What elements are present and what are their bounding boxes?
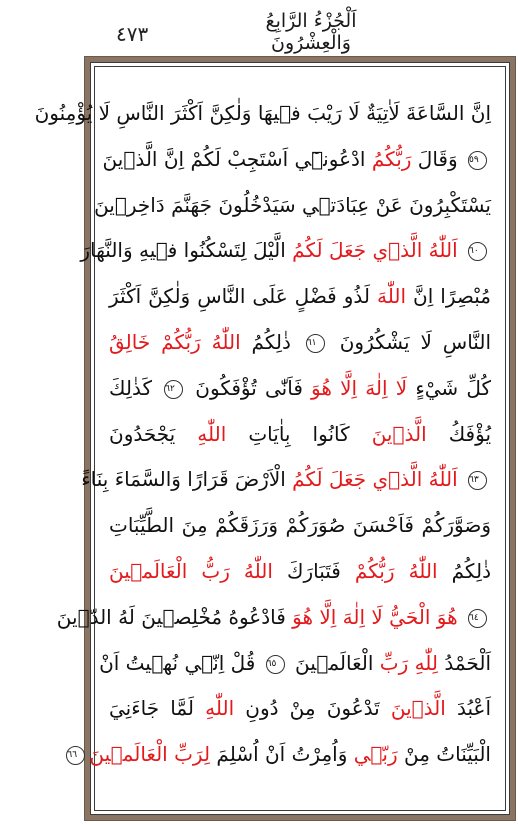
verse-text: ذٰلِكُمُ	[437, 558, 491, 583]
verse-text: الَّيْلَ لِتَسْكُنُوا فٖيهِ وَالنَّهَارَ	[80, 238, 293, 263]
divine-name-text: اللّٰهِ	[205, 696, 235, 721]
verse-text: اِنَّ السَّاعَةَ لَاٰتِيَةٌ لَا رَيْبَ فٖيهَا وَلٰكِنَّ اَكْثَرَ النَّاسِ لَا يُؤْمِنُونَ	[34, 101, 491, 125]
text-line	[34, 91, 491, 137]
text-line	[102, 137, 491, 183]
text-line	[109, 503, 491, 549]
text-line	[109, 549, 491, 595]
ayah-marker: ٦٢	[164, 380, 183, 399]
text-line	[109, 686, 491, 732]
ayah-marker: ٥٩	[468, 151, 487, 170]
ayah-marker: ٦١	[306, 334, 325, 353]
verse-text: اَعْبُدَ	[445, 696, 492, 721]
divine-name-text: لِرَبِّ الْعَالَمٖينَ	[89, 742, 211, 767]
verse-text: ذٰلِكُمُ	[240, 329, 302, 354]
verse-text: وَقَالَ	[411, 146, 464, 171]
verse-text: لَمَّا جَاءَنِيَ	[109, 696, 206, 721]
text-line	[81, 457, 491, 503]
juz-title: اَلْجُزْءُ الرَّابِعُ وَالْعِشْرُونَ	[265, 10, 357, 54]
page-frame-inner	[34, 62, 510, 815]
verse-text: فَاَنّٰى تُؤْفَكُونَ	[187, 375, 312, 400]
divine-name-text: رَبُّكُمُ	[371, 146, 412, 171]
divine-name-text: الَّذٖينَ	[371, 421, 427, 446]
ayah-marker: ٦٤	[468, 609, 487, 628]
verse-text: قُلْ اِنّٖي نُهٖيتُ اَنْ	[99, 650, 262, 675]
quran-text-block	[34, 66, 506, 811]
ayah-marker: ٦٥	[266, 655, 285, 674]
verse-text: الْعَالَمٖينَ	[288, 650, 380, 675]
divine-name-text: لِلّٰهِ رَبِّ	[379, 650, 439, 675]
verse-text: الْبَيِّنَاتُ مِنْ	[397, 742, 491, 767]
divine-name-text: اللّٰهُ رَبُّ الْعَالَمٖينَ	[109, 558, 273, 583]
text-line	[94, 183, 491, 229]
text-line	[109, 366, 491, 412]
verse-text: لَذُو فَضْلٍ عَلَى النَّاسِ وَلٰكِنَّ اَكْثَرَ	[109, 284, 378, 309]
divine-name-text: اَللّٰهُ الَّذٖي جَعَلَ لَكُمُ	[292, 238, 464, 263]
text-line	[80, 228, 491, 274]
text-line	[109, 274, 491, 320]
verse-text: يُؤْفَكُ	[426, 421, 492, 446]
text-line	[67, 732, 491, 778]
ayah-marker: ٦٠	[468, 242, 487, 261]
text-line	[56, 595, 491, 641]
verse-text: تَدْعُونَ مِنْ دُونِ	[234, 696, 391, 721]
ayah-marker: ٦٦	[66, 746, 85, 765]
text-line	[109, 320, 491, 366]
verse-text: كُلِّ شَيْءٍ	[407, 375, 491, 400]
text-line	[99, 641, 491, 687]
verse-text: الْاَرْضَ قَرَارًا وَالسَّمَاءَ بِنَاءً	[81, 467, 293, 492]
verse-text: فَتَبَارَكَ	[272, 558, 355, 583]
divine-name-text: هُوَ الْحَيُّ لَا اِلٰهَ اِلَّا هُوَ	[292, 604, 464, 629]
verse-text: ادْعُونٖٓي اَسْتَجِبْ لَكُمْ اِنَّ الَّذٖينَ	[102, 146, 372, 171]
divine-name-text: اللّٰهَ	[377, 284, 407, 309]
verse-text: وَصَوَّرَكُمْ فَاَحْسَنَ صُوَرَكُمْ وَرَزَقَكُمْ مِنَ الطَّيِّبَاتِ	[109, 513, 491, 538]
page-frame	[34, 56, 516, 821]
divine-name-text: اللّٰهِ	[197, 421, 227, 446]
page-header	[0, 0, 518, 60]
divine-name-text: اللّٰهُ رَبُّكُمْ خَالِقُ	[109, 329, 241, 354]
verse-text: كَانُوا بِاٰيَاتِ	[226, 421, 372, 446]
divine-name-text: اَللّٰهُ الَّذٖي جَعَلَ لَكُمُ	[292, 467, 464, 492]
verse-text: اَلْحَمْدُ	[438, 650, 491, 675]
verse-text: مُبْصِرًا اِنَّ	[406, 284, 491, 309]
verse-text: فَادْعُوهُ مُخْلِصٖينَ لَهُ الدّٖينَ	[56, 604, 293, 629]
text-line	[109, 412, 491, 458]
divine-name-text: اللّٰهُ رَبُّكُمْ	[354, 558, 438, 583]
ayah-marker: ٦٣	[468, 471, 487, 490]
verse-text: يَسْتَكْبِرُونَ عَنْ عِبَادَتٖي سَيَدْخُلُونَ جَهَنَّمَ دَاخِرٖينَ	[94, 192, 491, 217]
verse-text: كَذٰلِكَ	[109, 375, 161, 400]
divine-name-text: رَبّٖي	[353, 742, 398, 767]
divine-name-text: لَا اِلٰهَ اِلَّا هُوَ	[311, 375, 408, 400]
verse-text: يَجْحَدُونَ	[109, 421, 198, 446]
divine-name-text: الَّذٖينَ	[390, 696, 446, 721]
verse-text: وَاُمِرْتُ اَنْ اُسْلِمَ	[210, 742, 354, 767]
page-number: ٤٧٣	[116, 22, 149, 46]
verse-text: النَّاسِ لَا يَشْكُرُونَ	[328, 329, 491, 354]
